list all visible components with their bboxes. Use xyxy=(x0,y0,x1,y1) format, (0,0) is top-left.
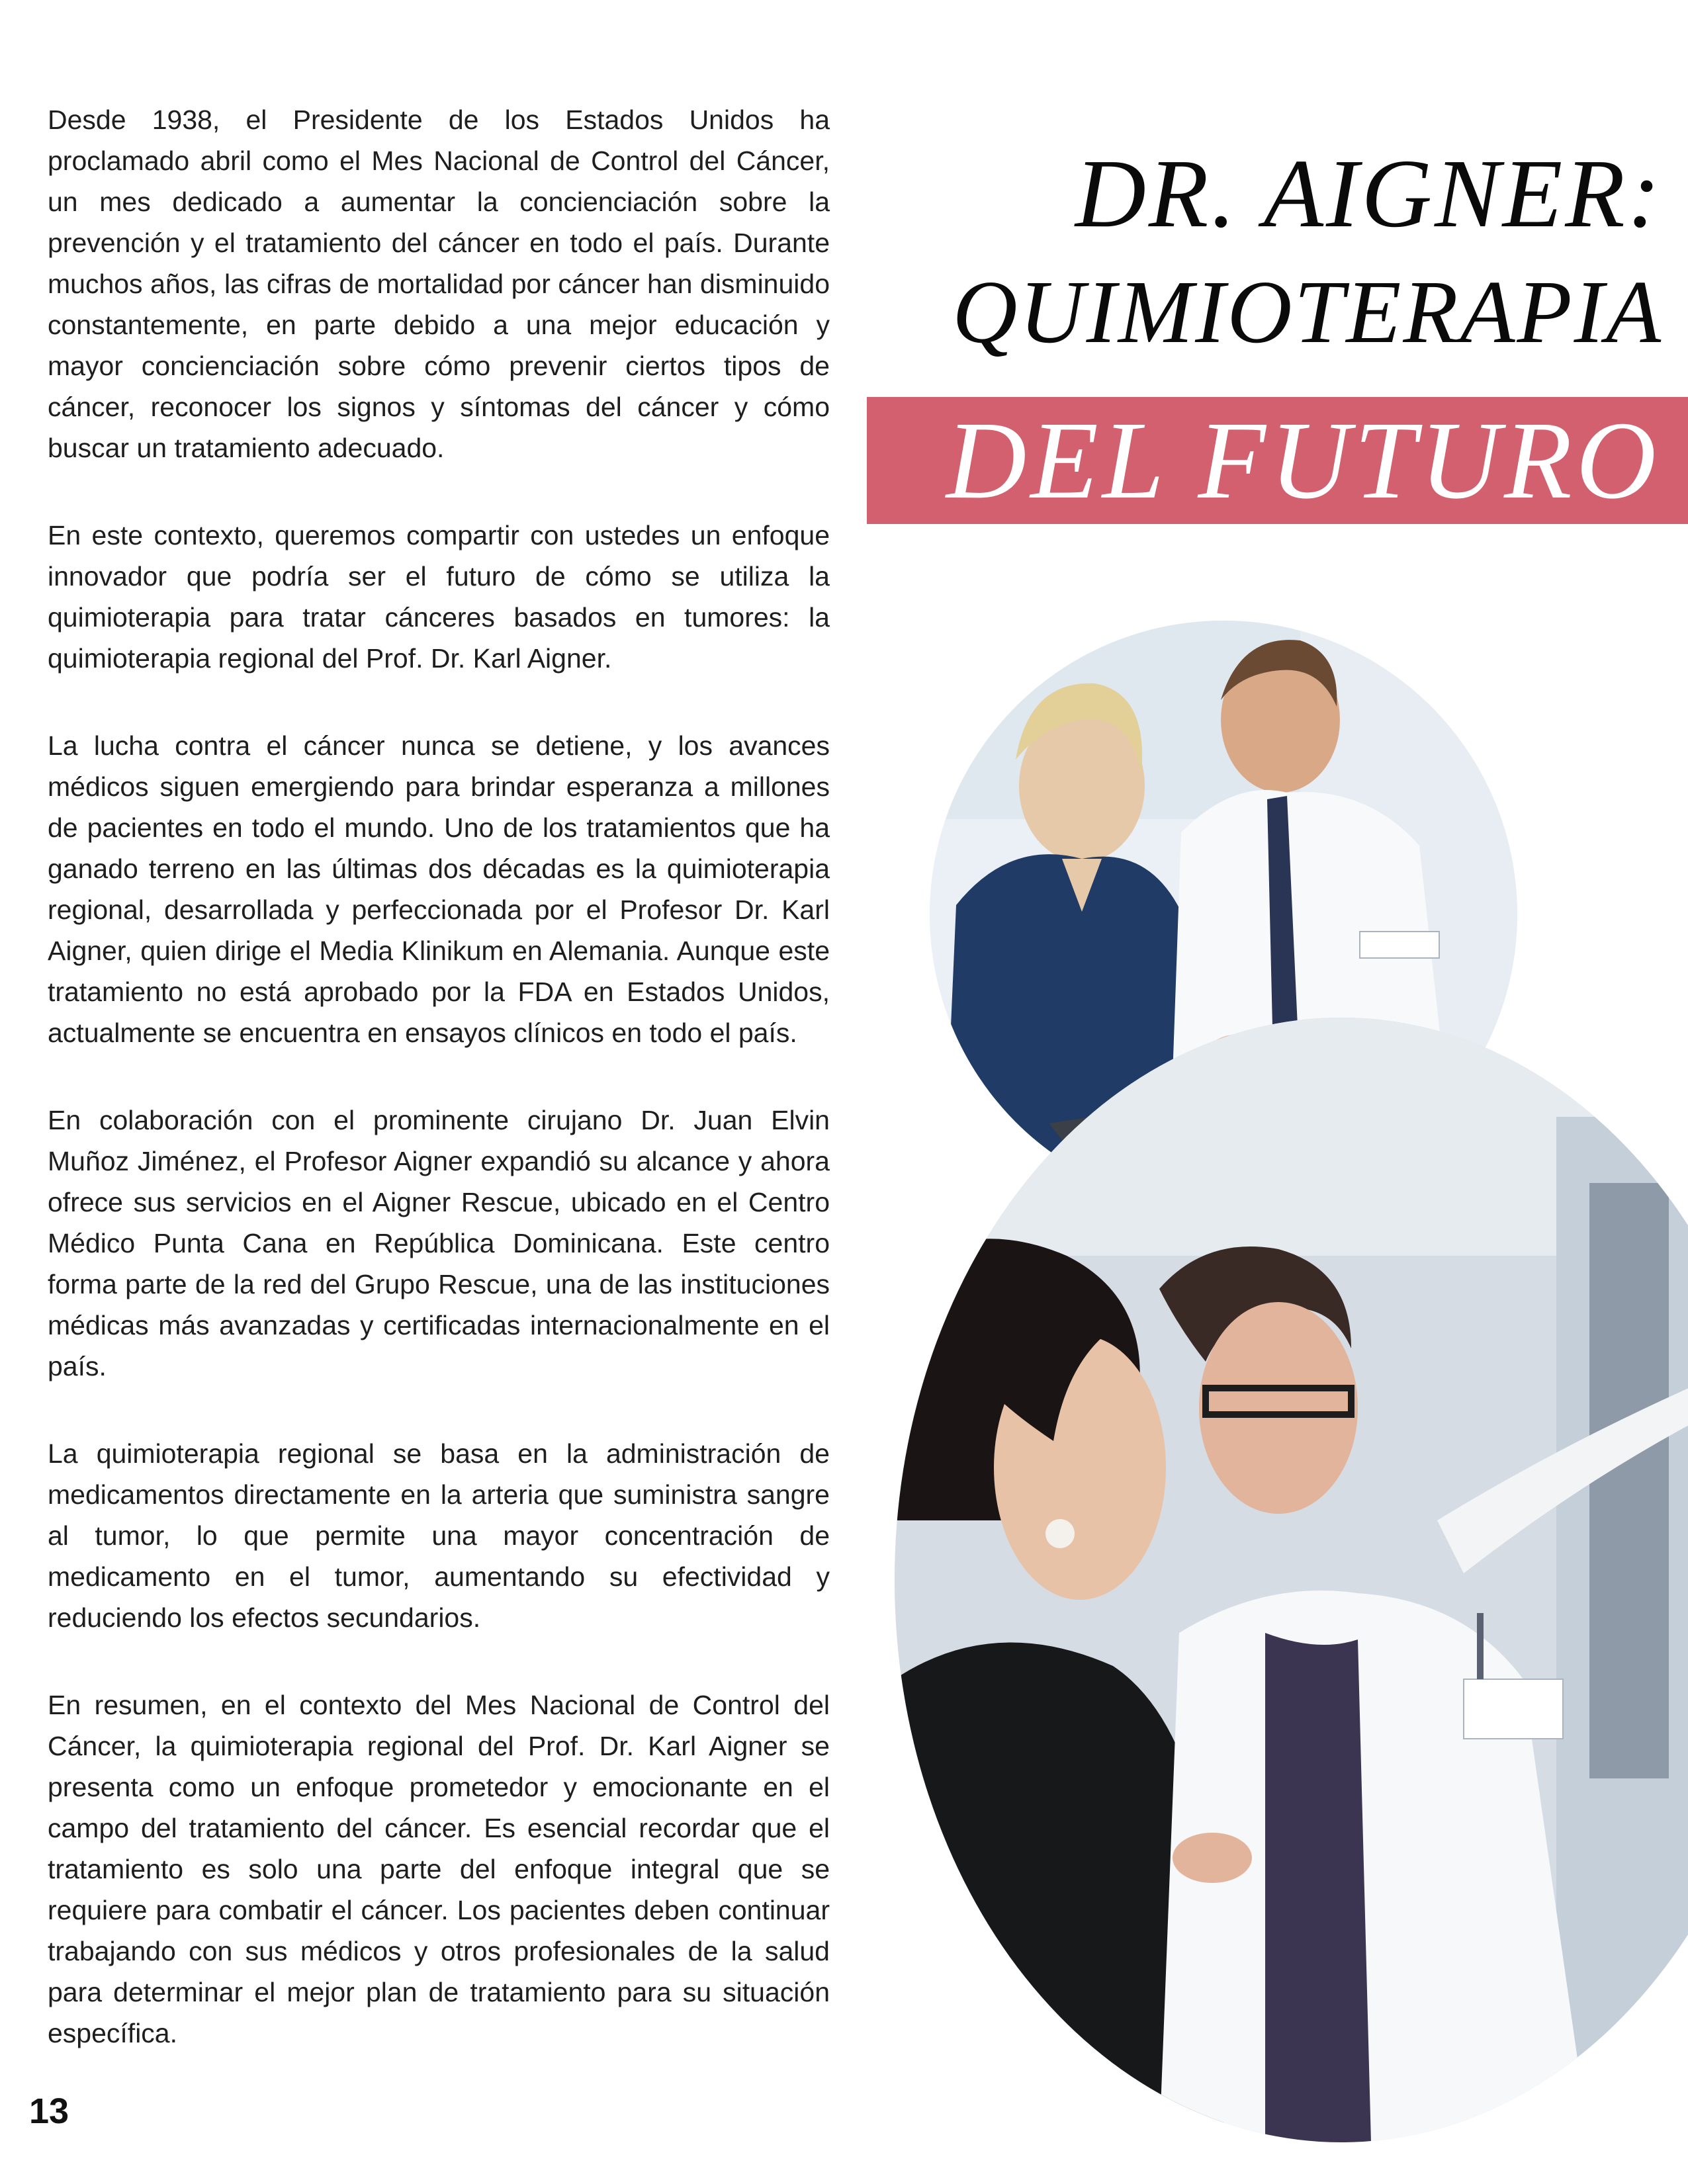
article-paragraph: La lucha contra el cáncer nunca se detiene, y los avances médicos siguen emergiendo para brindar esperanza a millones de pacientes en todo el mundo. Uno de los tratamientos que ha ganado terreno en las últimas dos décadas es la quimioterapia regional, desarrollada y perfeccionada por el Profesor Dr. Karl Aigner, quien dirige el Media Klinikum en Alemania. Aunque este tratamiento no está aprobado por la FDA en Estados Unidos, actualmente se encuentra en ensayos clínicos en todo el país. xyxy=(48,730,830,1048)
article-paragraph: En colaboración con el prominente cirujano Dr. Juan Elvin Muñoz Jiménez, el Profesor Aigner expandió su alcance y ahora ofrece sus servicios en el Aigner Rescue, ubicado en el Centro Médico Punta Cana en República Dominicana. Este centro forma parte de la red del Grupo Rescue, una de las instituciones médicas más avanzadas y certificadas internacionalmente en el país. xyxy=(48,1105,830,1381)
article-paragraph: Desde 1938, el Presidente de los Estados Unidos ha proclamado abril como el Mes Nacional de Control del Cáncer, un mes dedicado a aumentar la concienciación sobre la prevención y el tratamiento del cáncer en todo el país. Durante muchos años, las cifras de mortalidad por cáncer han disminuido constantemente, en parte debido a una mejor educación y mayor concienciación sobre cómo prevenir ciertos tipos de cáncer, reconocer los signos y síntomas del cáncer y cómo buscar un tratamiento adecuado. xyxy=(48,105,830,463)
article-paragraph: En resumen, en el contexto del Mes Nacional de Control del Cáncer, la quimioterapia regional del Prof. Dr. Karl Aigner se presenta como un enfoque prometedor y emocionante en el campo del tratamiento del cáncer. Es esencial recordar que el tratamiento es solo una parte del enfoque integral que se requiere para combatir el cáncer. Los pacientes deben continuar trabajando con sus médicos y otros profesionales de la salud para determinar el mejor plan de tratamiento para su situación específica. xyxy=(48,1690,830,2048)
article-paragraph: La quimioterapia regional se basa en la administración de medicamentos directamente en la arteria que suministra sangre al tumor, lo que permite una mayor concentración de medicamento en el tumor, aumentando su efectividad y reduciendo los efectos secundarios. xyxy=(48,1438,830,1633)
article-paragraph: En este contexto, queremos compartir con ustedes un enfoque innovador que podría ser el futuro de cómo se utiliza la quimioterapia para tratar cánceres basados en tumores: la quimioterapia regional del Prof. Dr. Karl Aigner. xyxy=(48,520,830,674)
photo-doctor-patient xyxy=(895,1018,1688,2142)
article-title-line-2: QUIMIOTERAPIA xyxy=(952,263,1663,362)
page-number: 13 xyxy=(29,2091,69,2131)
article-title-line-3: DEL FUTURO xyxy=(946,399,1660,522)
title-highlight-band xyxy=(867,397,1688,524)
article-body xyxy=(48,99,830,2100)
article-title-line-1: DR. AIGNER: xyxy=(1075,140,1663,248)
